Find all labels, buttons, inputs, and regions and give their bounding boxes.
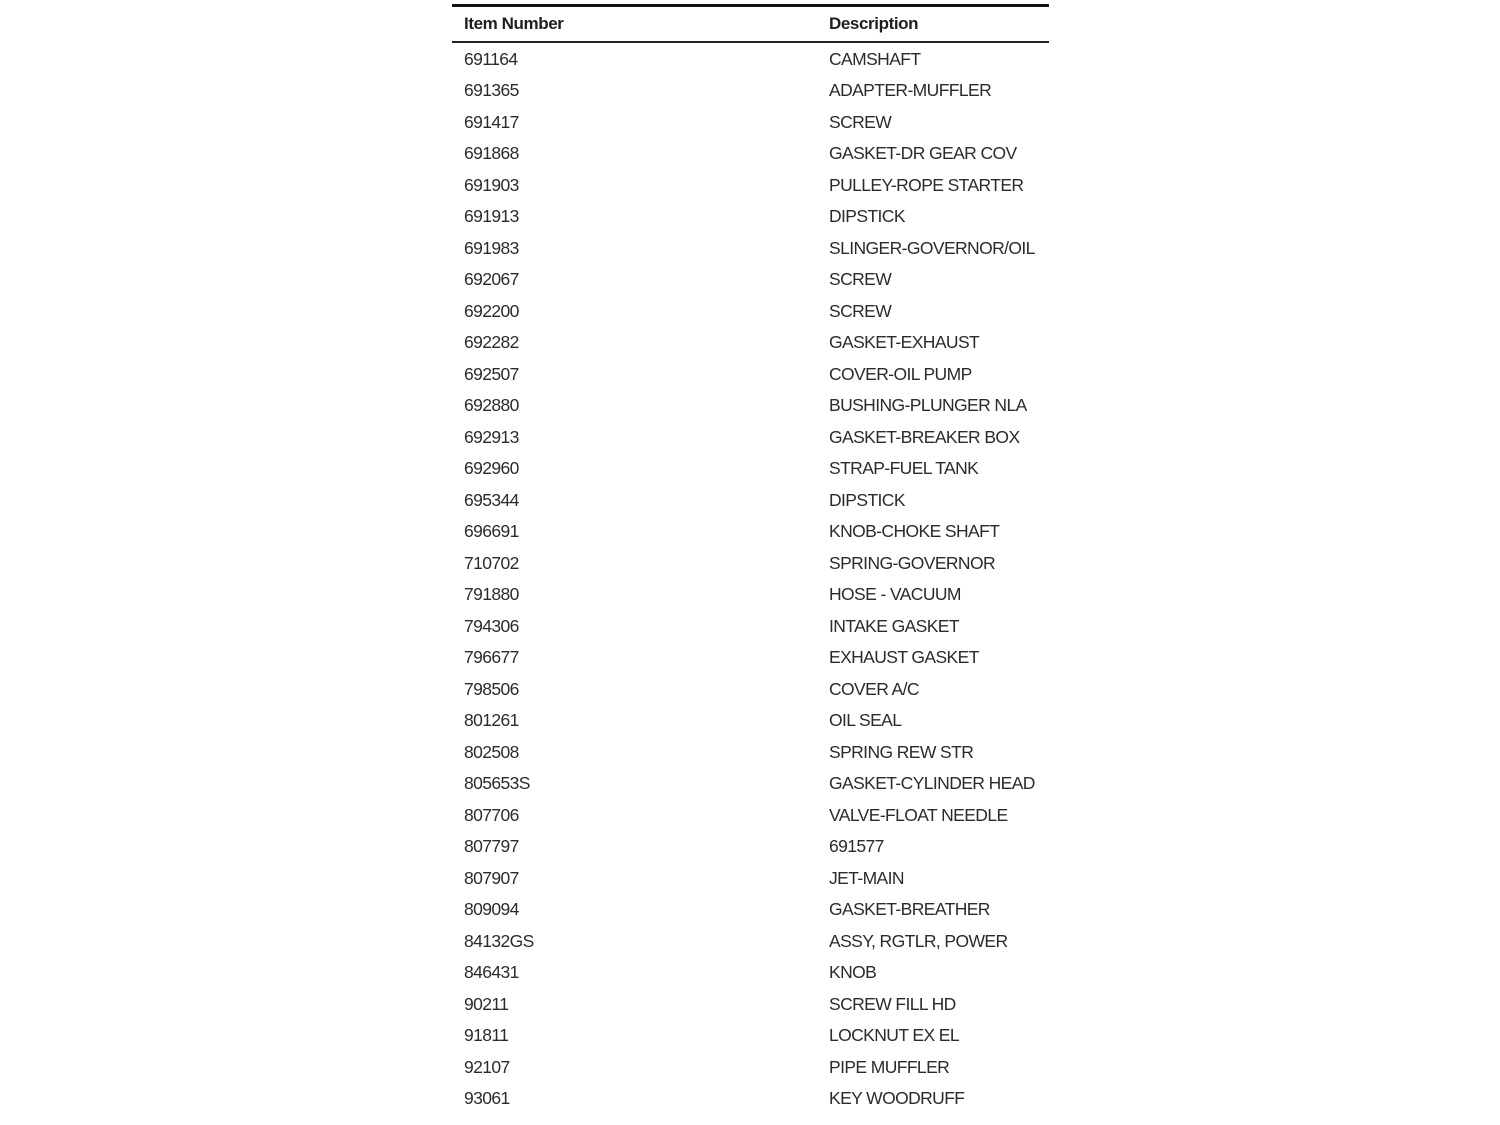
table-row — [452, 107, 1049, 139]
item-number-cell: 84132GS — [464, 930, 534, 951]
item-number-cell: 696691 — [464, 521, 519, 542]
table-row — [452, 296, 1049, 328]
table-row — [452, 75, 1049, 107]
table-row — [452, 579, 1049, 611]
description-cell: GASKET-DR GEAR COV — [829, 143, 1017, 164]
item-number-cell: 691983 — [464, 237, 519, 258]
item-number-cell: 93061 — [464, 1088, 510, 1109]
description-cell: INTAKE GASKET — [829, 615, 959, 636]
item-number-cell: 91811 — [464, 1025, 509, 1046]
table-row — [452, 957, 1049, 989]
item-number-cell: 692960 — [464, 458, 519, 479]
description-cell: KEY WOODRUFF — [829, 1088, 965, 1109]
table-row — [452, 611, 1049, 643]
table-row — [452, 422, 1049, 454]
table-row — [452, 894, 1049, 926]
item-number-cell: 807706 — [464, 804, 519, 825]
item-number-cell: 692507 — [464, 363, 519, 384]
description-cell: ASSY, RGTLR, POWER — [829, 930, 1008, 951]
description-cell: COVER-OIL PUMP — [829, 363, 972, 384]
description-cell: SCREW — [829, 111, 892, 132]
description-cell: LOCKNUT EX EL — [829, 1025, 959, 1046]
table-row — [452, 327, 1049, 359]
description-cell: KNOB-CHOKE SHAFT — [829, 521, 1000, 542]
table-row — [452, 831, 1049, 863]
item-number-cell: 794306 — [464, 615, 519, 636]
item-number-cell: 691365 — [464, 80, 519, 101]
description-cell: KNOB — [829, 962, 877, 983]
table-row — [452, 453, 1049, 485]
item-number-cell: 796677 — [464, 647, 519, 668]
item-number-cell: 92107 — [464, 1056, 510, 1077]
item-number-cell: 807907 — [464, 867, 519, 888]
header-row — [452, 6, 1049, 43]
header-description: Description — [829, 14, 919, 33]
description-cell: PIPE MUFFLER — [829, 1056, 950, 1077]
item-number-cell: 692880 — [464, 395, 519, 416]
description-cell: SPRING REW STR — [829, 741, 974, 762]
table-row — [452, 264, 1049, 296]
item-number-cell: 90211 — [464, 993, 509, 1014]
table-row — [452, 989, 1049, 1021]
item-number-cell: 695344 — [464, 489, 519, 510]
description-cell: SPRING-GOVERNOR — [829, 552, 996, 573]
table-row — [452, 1083, 1049, 1115]
table-row — [452, 485, 1049, 517]
description-cell: STRAP-FUEL TANK — [829, 458, 979, 479]
description-cell: DIPSTICK — [829, 489, 905, 510]
table-row — [452, 138, 1049, 170]
description-cell: ADAPTER-MUFFLER — [829, 80, 992, 101]
table-row — [452, 768, 1049, 800]
item-number-cell: 692067 — [464, 269, 519, 290]
table-row — [452, 390, 1049, 422]
table-row — [452, 737, 1049, 769]
description-cell: DIPSTICK — [829, 206, 905, 227]
description-cell: PULLEY-ROPE STARTER — [829, 174, 1024, 195]
description-cell: 691577 — [829, 836, 884, 857]
item-number-cell: 805653S — [464, 773, 530, 794]
description-cell: GASKET-BREATHER — [829, 899, 990, 920]
table-row — [452, 800, 1049, 832]
table-row — [452, 863, 1049, 895]
table-row — [452, 674, 1049, 706]
item-number-cell: 692913 — [464, 426, 519, 447]
parts-table-container — [452, 4, 1049, 1115]
table-row — [452, 170, 1049, 202]
description-cell: EXHAUST GASKET — [829, 647, 979, 668]
table-row — [452, 705, 1049, 737]
description-cell: OIL SEAL — [829, 710, 902, 731]
table-row — [452, 201, 1049, 233]
item-number-cell: 798506 — [464, 678, 519, 699]
table-header — [452, 6, 1049, 43]
item-number-cell: 791880 — [464, 584, 519, 605]
table-row — [452, 926, 1049, 958]
item-number-cell: 691913 — [464, 206, 519, 227]
parts-table — [452, 4, 1049, 1115]
item-number-cell: 710702 — [464, 552, 519, 573]
item-number-cell: 691903 — [464, 174, 519, 195]
description-cell: CAMSHAFT — [829, 48, 921, 69]
description-cell: SCREW — [829, 269, 892, 290]
description-cell: SLINGER-GOVERNOR/OIL — [829, 237, 1035, 258]
description-cell: BUSHING-PLUNGER NLA — [829, 395, 1027, 416]
item-number-cell: 801261 — [464, 710, 519, 731]
item-number-cell: 692200 — [464, 300, 519, 321]
table-row — [452, 548, 1049, 580]
description-cell: SCREW FILL HD — [829, 993, 956, 1014]
description-cell: GASKET-CYLINDER HEAD — [829, 773, 1035, 794]
item-number-cell: 807797 — [464, 836, 519, 857]
table-row — [452, 516, 1049, 548]
item-number-cell: 691868 — [464, 143, 519, 164]
description-cell: GASKET-EXHAUST — [829, 332, 980, 353]
table-row — [452, 642, 1049, 674]
description-cell: HOSE - VACUUM — [829, 584, 961, 605]
table-row — [452, 359, 1049, 391]
table-row — [452, 1020, 1049, 1052]
description-cell: GASKET-BREAKER BOX — [829, 426, 1020, 447]
description-cell: SCREW — [829, 300, 892, 321]
table-row — [452, 1052, 1049, 1084]
description-cell: VALVE-FLOAT NEEDLE — [829, 804, 1008, 825]
header-item-number: Item Number — [464, 14, 564, 33]
item-number-cell: 802508 — [464, 741, 519, 762]
item-number-cell: 809094 — [464, 899, 519, 920]
item-number-cell: 692282 — [464, 332, 519, 353]
table-body — [452, 42, 1049, 1115]
item-number-cell: 691164 — [464, 48, 518, 69]
description-cell: JET-MAIN — [829, 867, 904, 888]
table-row — [452, 42, 1049, 75]
item-number-cell: 691417 — [464, 111, 519, 132]
table-row — [452, 233, 1049, 265]
description-cell: COVER A/C — [829, 678, 919, 699]
item-number-cell: 846431 — [464, 962, 519, 983]
